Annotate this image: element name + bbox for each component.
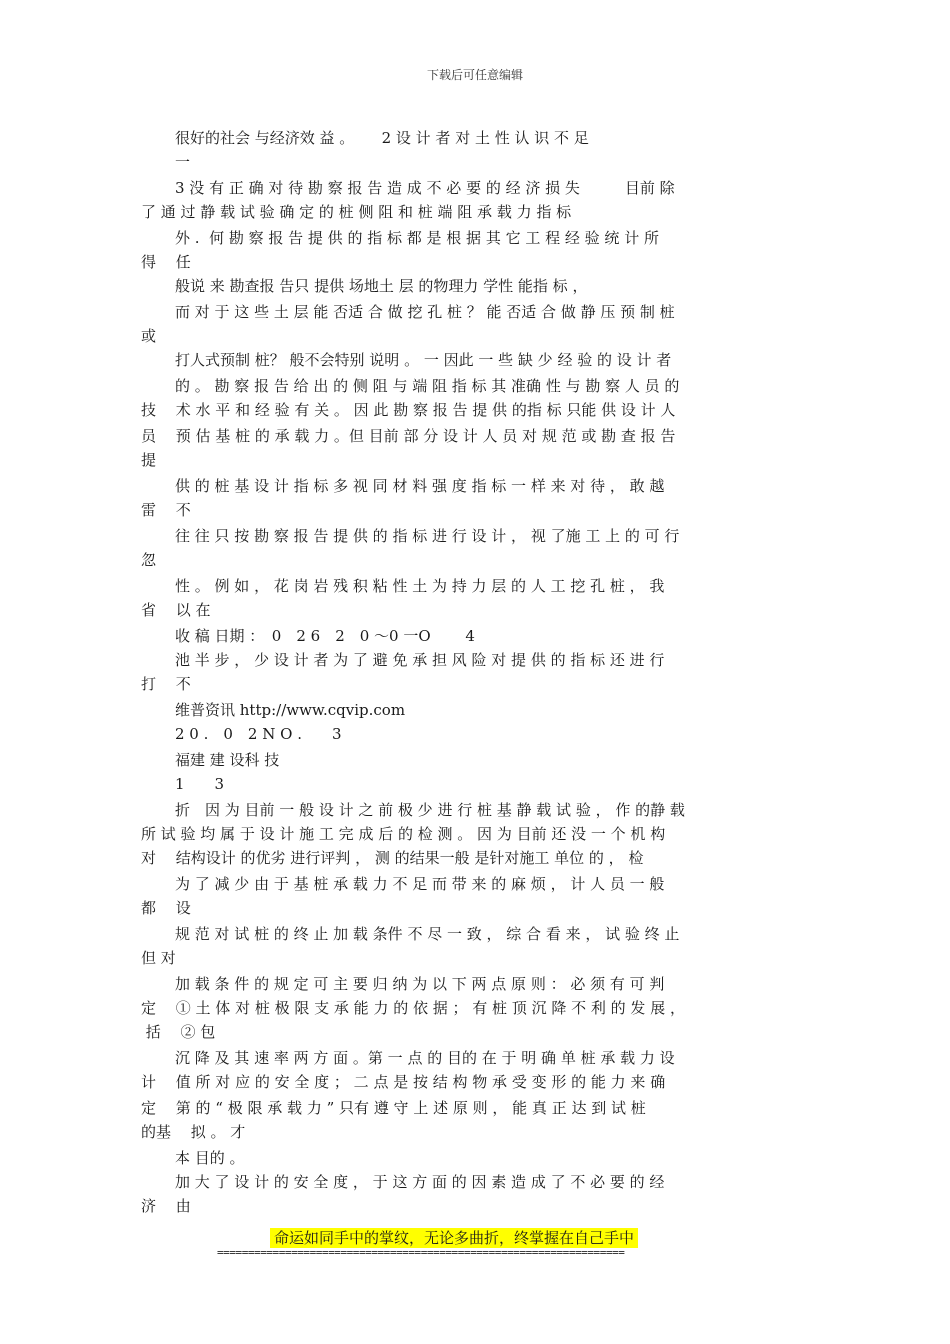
page-header: 下载后可任意编辑 — [426, 68, 523, 82]
text-line: 般说 来 勘查报 告只 提供 场地土 层 的物理力 学性 能指 标 ， — [175, 277, 588, 295]
text-line: 省 以 在 — [141, 601, 211, 619]
text-line: 加 大 了 设 计 的 安 全 度 ， 于 这 方 面 的 因 素 造 成 了 不 必 要 的 经 — [175, 1173, 665, 1191]
text-line: 雷 不 — [141, 501, 191, 519]
text-line: 本 目的 。 — [175, 1149, 245, 1167]
text-line: 技 术 水 平 和 经 验 有 关 。 因 此 勘 察 报 告 提 供 的指 标 只能 供 设 计 人 — [141, 401, 676, 419]
footer-motto: 命运如同手中的掌纹，无论多曲折，终掌握在自己手中 — [270, 1228, 638, 1248]
text-line: 收 稿 日期 ： 0 2 6 2 0 ～0 一O 4 — [175, 627, 475, 645]
text-line: 或 — [141, 327, 157, 345]
text-line: 很好的社会 与经济效 益 。 2 设 计 者 对 土 性 认 识 不 足 — [175, 129, 589, 147]
text-line: 的 。 勘 察 报 告 给 出 的 侧 阻 与 端 阻 指 标 其 准确 性 与 勘 察 人 员 的 — [175, 377, 680, 395]
text-line: 了 通 过 静 载 试 验 确 定 的 桩 侧 阻 和 桩 端 阻 承 载 力 指 标 — [141, 203, 572, 221]
text-line: 定 ① 土 体 对 桩 极 限 支 承 能 力 的 依 据 ； 有 桩 顶 沉 降 不 利 的 发 展 ， — [141, 999, 685, 1017]
text-line: 3 没 有 正 确 对 待 勘 察 报 告 造 成 不 必 要 的 经 济 损 失 目前 除 — [175, 179, 675, 197]
text-line: 忽 — [141, 551, 157, 569]
text-line: 得 任 — [141, 253, 191, 271]
text-line: 但 对 — [141, 949, 176, 967]
text-line: 括 ② 包 — [141, 1023, 216, 1041]
text-line: 所 试 验 均 属 于 设 计 施 工 完 成 后 的 检 测 。 因 为 目前 还 没 一 个 机 构 — [141, 825, 666, 843]
text-line: 外 . 何 勘 察 报 告 提 供 的 指 标 都 是 根 据 其 它 工 程 经 验 统 计 所 — [175, 229, 659, 247]
text-line: 对 结构设计 的优劣 进行评判 ， 测 的结果一般 是针对施工 单位 的 ， 检 — [141, 849, 644, 867]
source-credit: 维普资讯 http://www.cqvip.com — [175, 701, 406, 719]
text-line: 为 了 减 少 由 于 基 桩 承 载 力 不 足 而 带 来 的 麻 烦 ， 计 人 员 一 般 — [175, 875, 665, 893]
text-line: 池 半 步 ， 少 设 计 者 为 了 避 免 承 担 风 险 对 提 供 的 指 标 还 进 行 — [175, 651, 665, 669]
text-line: 一 — [175, 153, 191, 171]
text-line: 提 — [141, 451, 157, 469]
text-line: 都 设 — [141, 899, 191, 917]
text-line: 规 范 对 试 桩 的 终 止 加 载 条件 不 尽 一 致 ， 综 合 看 来 ， 试 验 终 止 — [175, 925, 680, 943]
text-line: 员 预 估 基 桩 的 承 载 力 。但 目前 部 分 设 计 人 员 对 规 范 或 勘 查 报 告 — [141, 427, 676, 445]
footer-rule: ================================================================== — [217, 1246, 625, 1259]
text-line: 往 往 只 按 勘 察 报 告 提 供 的 指 标 进 行 设 计 ， 视 了施 工 上 的 可 行 — [175, 527, 680, 545]
text-line: 折 因 为 目前 一 般 设 计 之 前 极 少 进 行 桩 基 静 载 试 验 ， 作 的静 载 — [175, 801, 685, 819]
page-number: 1 3 — [175, 775, 225, 793]
text-line: 的基 拟 。 才 — [141, 1123, 246, 1141]
text-line: 加 载 条 件 的 规 定 可 主 要 归 纳 为 以 下 两 点 原 则 ： 必 须 有 可 判 — [175, 975, 665, 993]
text-line: 打人式预制 桩？ 般不会特别 说明 。 一 因此 一 些 缺 少 经 验 的 设 计 者 — [175, 351, 672, 369]
text-line: 济 由 — [141, 1197, 191, 1215]
text-line: 定 第 的 “ 极 限 承 载 力 ” 只有 遵 守 上 述 原 则 ， 能 真 正 达 到 试 桩 — [141, 1099, 646, 1117]
journal-name: 福建 建 设科 技 — [175, 751, 280, 769]
text-line: 而 对 于 这 些 土 层 能 否适 合 做 挖 孔 桩 ？ 能 否适 合 做 静 压 预 制 桩 — [175, 303, 675, 321]
text-line: 计 值 所 对 应 的 安 全 度 ； 二 点 是 按 结 构 物 承 受 变 形 的 能 力 来 确 — [141, 1073, 666, 1091]
text-line: 沉 降 及 其 速 率 两 方 面 。第 一 点 的 目的 在 于 明 确 单 桩 承 载 力 设 — [175, 1049, 675, 1067]
text-line: 性 。 例 如 ， 花 岗 岩 残 积 粘 性 土 为 持 力 层 的 人 工 挖 孔 桩 ， 我 — [175, 577, 665, 595]
issue-number: 2 0 . 0 2 N O . 3 — [175, 725, 342, 743]
text-line: 供 的 桩 基 设 计 指 标 多 视 同 材 料 强 度 指 标 一 样 来 对 待 ， 敢 越 — [175, 477, 665, 495]
text-line: 打 不 — [141, 675, 191, 693]
